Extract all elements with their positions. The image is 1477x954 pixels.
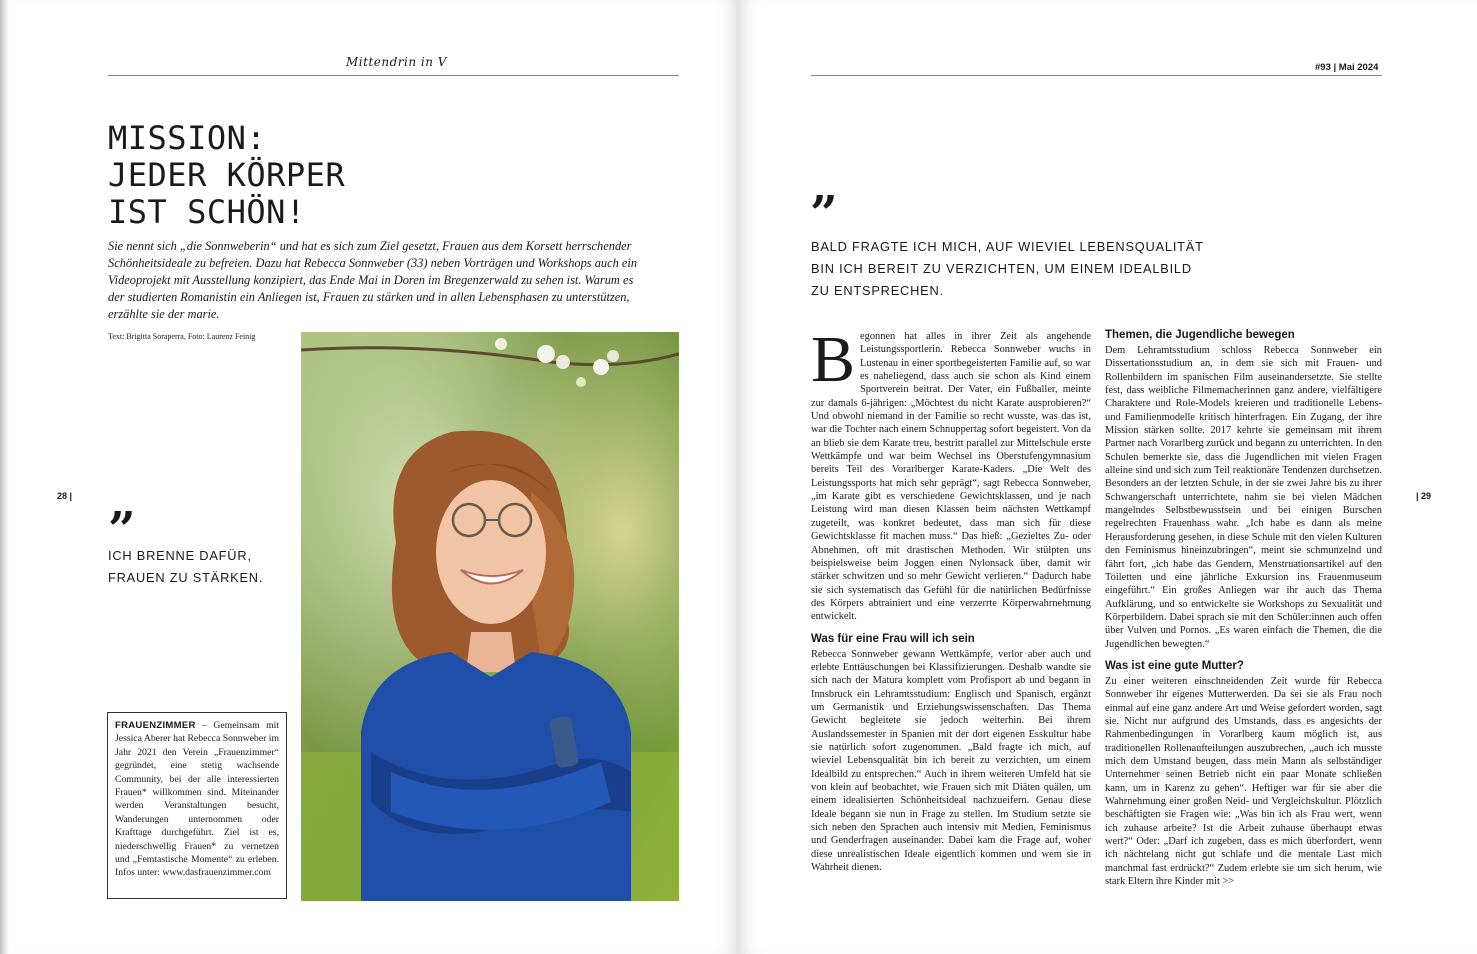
lead-paragraph: Sie nennt sich „die Sonnweberin“ und hat es sich zum Ziel gesetzt, Frauen aus dem Korsett herrschender Schönheitsideale zu befreien. Dazu hat Rebecca Sonnweber (33) neben Vorträgen und Workshops auch ein Videoprojekt mit Ausstellung konzipiert, das Ende Mai in Doren im Bregenzerwald zu sehen ist. Warum es der studierten Romanistin ein Anliegen ist, Frauen zu stärken und in allen Lebensphasen zu unterstützen, erzählte sie der marie.: [108, 239, 638, 321]
running-head: Mittendrin in V: [346, 55, 447, 69]
subheading: Was für eine Frau will ich sein: [811, 632, 975, 645]
body-text: egonnen hat alles in ihrer Zeit als angehende Leistungssportlerin. Rebecca Sonnweber wuchs in Lustenau in einer sportbegeisterten Familie auf, so war es naheliegend, dass auch sie schon als Kind einem Sportverein beitrat. Der Vater, ein Fußballer, meinte zur damals 6-jährigen: „Möchtest du nicht Karate ausprobieren?“ Und obwohl niemand in der Familie so recht wusste, was das ist, war die Tochter nach einem Schnuppertag sofort begeistert. Von da an blieb sie dem Karate treu, bestritt parallel zur Mittelschule erste Wettkämpfe und war beim Wechsel ins Oberstufengymnasium bereits Teil des Vorarlberger Karate-Kaders. „Die Welt des Leistungssports hat mich sehr geprägt“, sagt Rebecca Sonnweber, „im Karate gibt es verschiedene Gewichtsklassen, und je nach Leistung wird man diesen Klassen beim nächsten Wettkampf zugeteilt, was konkret bedeutet, dass man sich für diese Gewichtsklasse fit machen muss.“ Das hieß: „Gezieltes Zu- oder Abnehmen, oft mit drastischen Methoden. Wir stülpten uns beispielsweise beim Joggen einen Nylonsack über, damit wir stärker schwitzen und so mehr Gewicht verlieren.“ Dadurch habe sie sich systematisch das Gefühl für die natürlichen Bedürfnisse des Körpers abtrainiert und eine verzerrte Körperwahrnehmung entwickelt.: [811, 331, 1091, 623]
page-edge: [0, 0, 9, 954]
pull-quote: [108, 545, 263, 589]
headline-line: MISSION:: [108, 119, 267, 157]
header-rule: [108, 75, 679, 76]
headline-line: JEDER KÖRPER: [108, 156, 346, 194]
header-rule: [811, 75, 1382, 76]
left-page: [0, 0, 738, 954]
subheading: Themen, die Jugendliche bewegen: [1105, 329, 1295, 341]
issue-label: #93 | Mai 2024: [1315, 62, 1379, 73]
page-number: 28 |: [57, 491, 73, 501]
drop-cap: B: [811, 323, 856, 396]
body-text: Zu einer weiteren einschneidenden Zeit wurde für Rebecca Sonnweber ihr eigenes Mutterwerden. Da sei sie als Frau noch einmal auf eine ganz andere Art und Weise gefordert worden, sagt sie. Nicht nur aufgrund des Umstands, dass es angesichts der Rahmenbedingungen in Vorarlberg kaum möglich ist, aus traditionellen Rollenaufteilungen auszubrechen, „auch ich musste mich dem Umstand beugen, dass mein Mann als selbständiger Unternehmer seinen Betrieb nicht ein paar Monate schließen kann, um in Karenz zu gehen“. Heftiger war für sie aber die Wahrnehmung einer großen Neid- und Vergleichskultur. Plötzlich beschäftigten sie Fragen wie: „Was bin ich als Frau wert, wenn ich zuhause arbeite? Ist die Arbeit zuhause überhaupt etwas wert?“ Oder: „Darf ich zugeben, dass es mich überfordert, wenn ich nächtelang nicht gut schlafe und die mentale Last mich manchmal fast erdrückt?“ Zudem erlebte sie um sich herum, wie stark Eltern ihre Kinder mit >>: [1105, 675, 1382, 888]
body-text: Rebecca Sonnweber gewann Wettkämpfe, verlor aber auch und erlebte Enttäuschungen bei Klassifizierungen. Deshalb wandte sie sich nach der Matura komplett vom Profisport ab und begann in Innsbruck ein Lehramtsstudium: Englisch und Spanisch, ergänzt um Germanistik und Erziehungswissenschaften. Das Thema Gewicht begleitete sie jedoch weiterhin. Bei ihrem Auslandssemester in Spanien mit der dort eigenen Esskultur habe sie natürlich sofort zugenommen. „Bald fragte ich mich, auf wieviel Lebensqualität bin ich bereit zu verzichten, um einem Idealbild zu entsprechen.“ Auch in ihrem weiteren Umfeld hat sie von klein auf beobachtet, wie Frauen sich mit Diäten quälen, um einem idealisierten Schönheitsideal nachzueifern. Genau diese Ideale begann sie nun in Frage zu stellen. Im Studium setzte sie sich neben den Sprachen auch intensiv mit Medien, Feminismus und Genderfragen auseinander. Dabei kam die Frage auf, woher diese unrealistischen Ideale eigentlich kommen und wem sie in Wahrheit dienen.: [811, 648, 1091, 874]
pull-quote-line: ICH BRENNE DAFÜR,: [108, 548, 252, 563]
pull-quote-line: FRAUEN ZU STÄRKEN.: [108, 570, 264, 585]
article-column-2: [1105, 328, 1382, 888]
headline: [108, 120, 345, 231]
pull-quote-line: BIN ICH BEREIT ZU VERZICHTEN, UM EINEM IDEALBILD: [811, 261, 1192, 276]
body-text: Dem Lehramtsstudium schloss Rebecca Sonnweber ein Dissertationsstudium an, in dem sie sich mit Frauen- und Rollenbildern im spanischen Film auseinandersetzte. Sie stellte fest, dass weibliche Filmemacherinnen ganz andere, vielfältigere Charaktere und Role-Models kreieren und traditionelle Lebens- und Familienmodelle kritisch hinterfragen. Ein Zugang, der ihre Mission stärken sollte. 2017 kehrte sie gemeinsam mit ihrem Partner nach Vorarlberg zurück und begann zu unterrichten. In den Schulen bemerkte sie, dass die Jugendlichen mit vielen Fragen alleine sind und sich zum Teil reaktionäre Tendenzen durchsetzen. Besonders an der letzten Schule, in der sie zwei Jahre bis zu ihrer Schwangerschaft unterrichtete, nahm sie bei vielen Mädchen mangelndes Selbstbewusstsein und bei einigen Burschen regelrechten Frauenhass wahr. „Ich habe es dann als meine Herausforderung gesehen, in diese Schule mit den vielen Kulturen den Feminismus hineinzubringen“, meint sie schmunzelnd und fährt fort, „ich habe das Gendern, Menstruationsartikel auf den Toiletten und eine jährliche Exkursion ins Frauenmuseum eingeführt.“ Ein großes Anliegen war ihr auch das Thema Aufklärung, und so entwickelte sie Workshops zu Sexualität und Körperbildern. Dabei sprach sie mit den Schüler:innen auch offen über Vulven und Pornos. „Es waren einfach die Themen, die die Jugendlichen bewegten.“: [1105, 345, 1382, 650]
article-column-1: [811, 323, 1091, 874]
pull-quote: [811, 236, 1204, 302]
portrait-photo: [301, 332, 679, 901]
quote-mark-icon: ”: [108, 502, 136, 558]
page-number: | 29: [1416, 491, 1432, 501]
pull-quote-line: BALD FRAGTE ICH MICH, AUF WIEVIEL LEBENSQUALITÄT: [811, 239, 1204, 254]
credit-line: Text: Brigitta Soraperra, Foto: Laurenz Feinig: [108, 332, 256, 341]
pull-quote-line: ZU ENTSPRECHEN.: [811, 283, 944, 298]
quote-mark-icon: ”: [810, 186, 838, 242]
info-box: [107, 712, 287, 899]
info-box-text: – Gemeinsam mit Jessica Aberer hat Rebecca Sonnweber im Jahr 2021 den Verein „Frauenzimmer“ gegründet, eine stetig wachsende Community, bei der alle interessierten Frauen* willkommen sind. Miteinander werden Veranstaltungen besucht, Wanderungen unternommen oder Krafttage durchgeführt. Ziel ist es, niederschwellig Frauen* zu vernetzen und „Femtastische Momente“ zu erleben. Infos unter: www.dasfrauenzimmer.com: [115, 720, 279, 879]
info-box-title: FRAUENZIMMER: [115, 720, 196, 731]
right-page: [738, 0, 1477, 954]
headline-line: IST SCHÖN!: [108, 193, 306, 231]
subheading: Was ist eine gute Mutter?: [1105, 659, 1244, 672]
